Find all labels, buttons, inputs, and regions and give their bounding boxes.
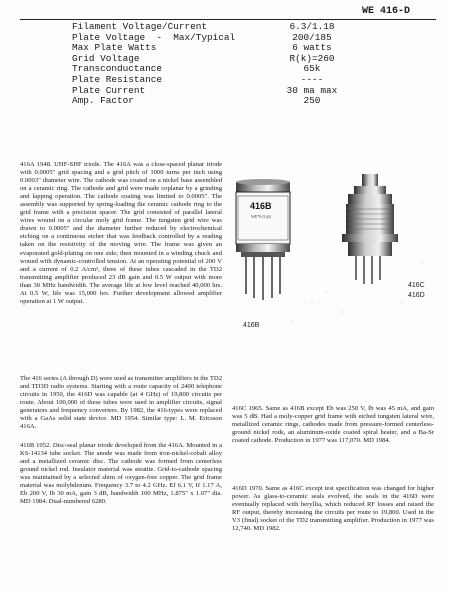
tube-type-title: WE 416-D (362, 6, 411, 17)
spec-value: 65k (303, 63, 321, 75)
spec-label: Max Plate Watts (72, 42, 157, 54)
spec-value: ---- (300, 73, 324, 85)
tube-416c-image (342, 174, 398, 284)
spec-value: 250 (303, 95, 321, 107)
photo-label-416b: 416B (243, 322, 260, 329)
spec-label: Plate Voltage - Max/Typical (72, 31, 236, 43)
paragraph-416c: 416C 1965. Same as 416B except Eb was 250 V, Ib was 45 mA, and gain was 5 dB. Had a moly-copper grid frame with etched tungsten lateral wire, metallized ceramic rings, cathodes made from pressure-formed centerless-ground nickel rods, an aluminum-oxide coated spiral heater, and a Ba-Sr coated cathode. Production in 1977 was 117,070. MD 1984. (232, 405, 434, 445)
tube-submark: WE*6 (L@) (251, 214, 272, 219)
spec-value: 6.3/1.18 (289, 21, 335, 32)
spec-value: 200/185 (292, 31, 332, 43)
photo-label-416d: 416D (408, 292, 425, 299)
spec-label: Transconductance (72, 63, 163, 75)
spec-label: Grid Voltage (72, 52, 140, 64)
spec-table (72, 22, 372, 107)
spec-label: Plate Resistance (72, 73, 163, 85)
spec-value: 6 watts (292, 42, 332, 54)
tube-photograph (232, 172, 442, 332)
paragraph-416a: 416A 1948. UHF-SHF triode. The 416A was a close-spaced planar triode with 0.0005" grid spacing and a grid pitch of 1000 turns per inch using 0.0003" diameter wire. The cathode was coated on a nickel base assembled on a ceramic ring. The cathode and grid were made coplanar by a grinding and lapping operation. The cathode coating was limited to 0.0005". The assembly was supported by spring-loading the ceramic cathode ring to the grid frame with a precision spacer. The grid consisted of parallel lateral wires wound on a circular moly grid frame. The tungsten grid wire was drawn to 0.0005" and the diameter further reduced by electrochemical etching on a continuous etcher that was feedback controlled by a reading taken on the resistivity of the moving wire. The frame was given an evaporated gold-plating on one side; then mounted in a winding chuck and wound with dynamic-controlled tension. At an operating potential of 200 V and a current of 0.2 A/cm², three of these tubes cascaded in the TD2 transmitting amplifier produced 23 dB gain and 0.5 W output with more than 30 MHz bandwidth. The average life at low level reached 40,000 hrs. At 0.5 W, life was 15,000 hrs. Further development allowed amplifier operation at 1 W output. (20, 161, 222, 305)
spec-label: Amp. Factor (72, 95, 134, 107)
tube-416b-image (236, 179, 290, 300)
spec-label: Plate Current (72, 84, 146, 96)
spec-row (72, 96, 372, 107)
spec-label: Filament Voltage/Current (72, 21, 208, 32)
paragraph-416d: 416D 1970. Same as 416C except test specification was changed for higher power. As glass-to-ceramic seals evolved, the seals in the 416D were eventually replaced with beryllia, which reduced RF losses and raised the RF output, thereby increasing the circuits per route to 19,800. Used in the V3 (final) socket of the TD2 transmitting amplifier. Production in 1977 was 12,740. MD 1982. (232, 485, 434, 533)
photo-label-416c: 416C (408, 282, 425, 289)
spec-value: 30 ma max (286, 84, 338, 96)
spec-value: R(k)=260 (289, 52, 335, 64)
tube-marking-416b: 416B (250, 201, 272, 211)
paragraph-416b: 416B 1952. Disc-seal planar triode developed from the 416A. Mounted in a KS-14134 tube socket. The anode was made from iron-nickel-cobalt alloy and a metallized ceramic disc. The cathode was formed from centerless ground nickel rod. Insulator material was steatite. Grid-to-cathode spacing was maintained by a selected shim of oxygen-free copper. The grid frame material was molybdenum. Frequency 3.7 to 4.2 GHz. Ef 6.1 V, If 1.17 A, Eb 200 V, Ib 30 mA, gain 3 dB, bandwidth 100 MHz, 1.875" x 1.07" dia. MD 1984. Dual-numbered 6280. (20, 442, 222, 506)
paragraph-416-series: The 416 series (A through D) were used as transmitter amplifiers in the TD2 and TD3D radio systems. Starting with a route capacity of 2400 telephone circuits in 1950, the 416D was capable (at 4 GHz) of 19,800 circuits per route. About 100,000 of these tubes were used in amplifier circuits, signal generators and frequency converters. By 1982, the 416-types were replaced with a GaAs solid state device. MD 1954. Similar type: L. M. Ericsson 416A. (20, 375, 222, 431)
header-divider (20, 19, 436, 20)
